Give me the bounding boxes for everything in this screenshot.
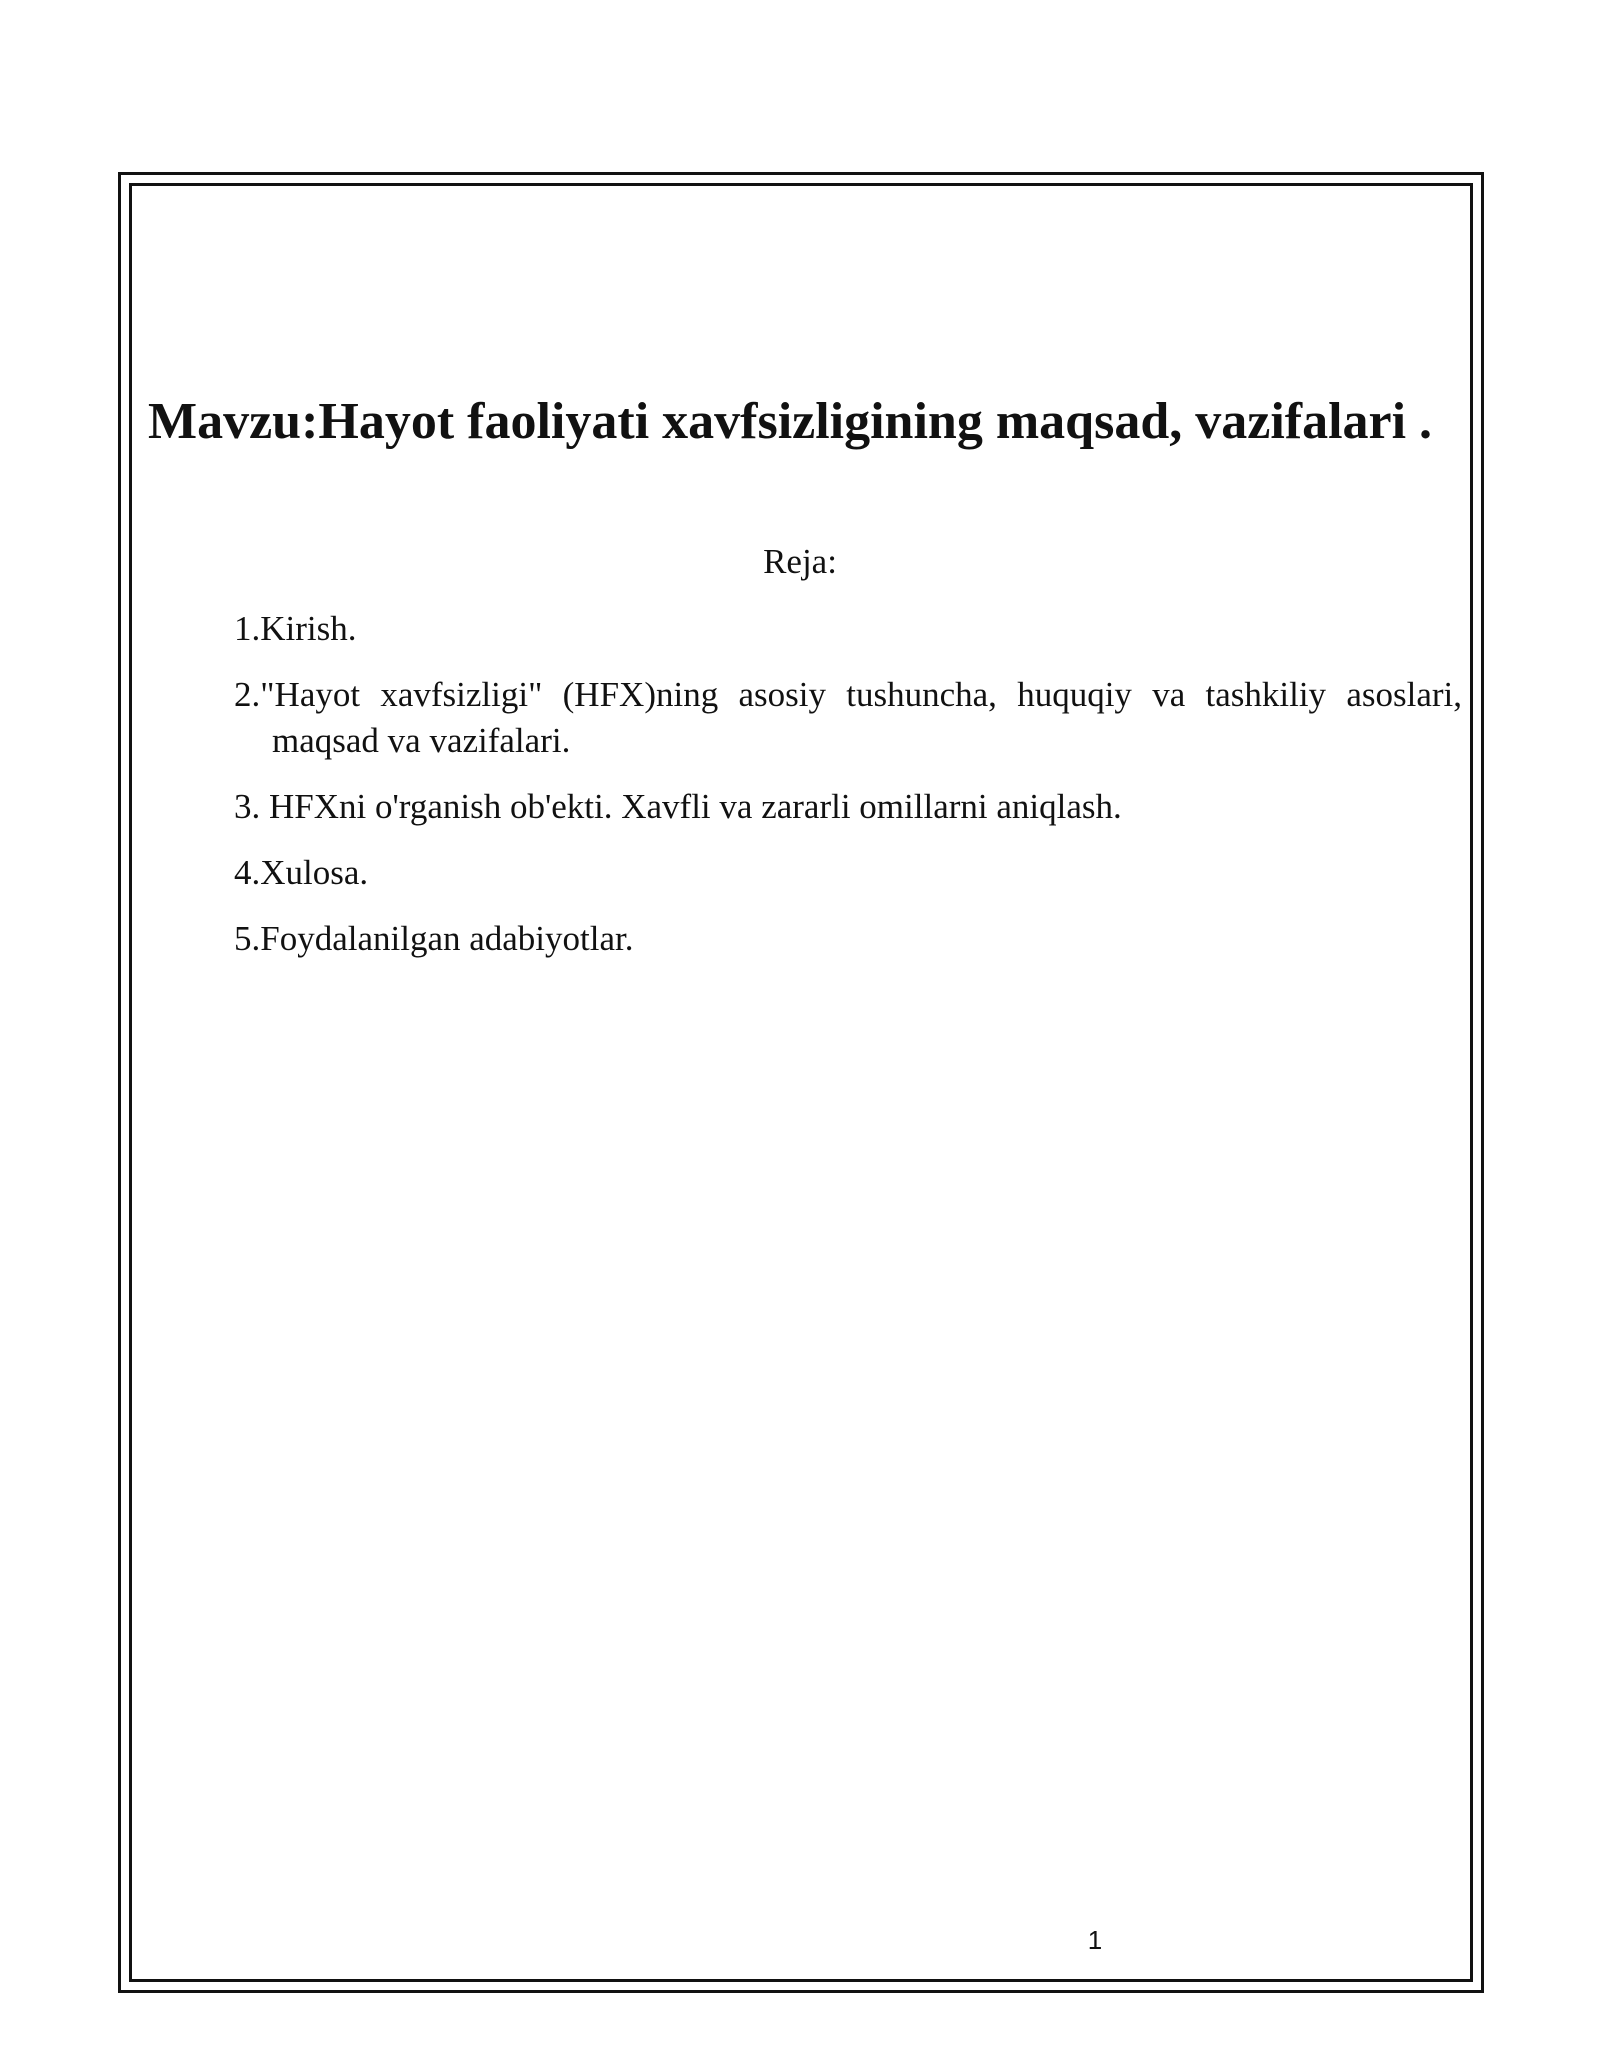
plan-heading: Reja: — [763, 542, 837, 581]
page-number: 1 — [1087, 1925, 1103, 1955]
plan-item-2: 2."Hayot xavfsizligi" (HFX)ning asosiy tushuncha, huquqiy va tashkiliy asoslari, maqsad va vazifalari. — [234, 675, 1462, 760]
plan-item-5: 5.Foydalanilgan adabiyotlar. — [234, 919, 634, 958]
plan-item-1: 1.Kirish. — [234, 609, 357, 648]
plan-list — [234, 606, 1462, 982]
document-title: Mavzu:Hayot faoliyati xavfsizligining maqsad, vazifalari . — [148, 393, 1433, 450]
plan-item-4: 4.Xulosa. — [234, 853, 369, 892]
plan-item-3: 3. HFXni o'rganish ob'ekti. Xavfli va zararli omillarni aniqlash. — [234, 787, 1122, 826]
